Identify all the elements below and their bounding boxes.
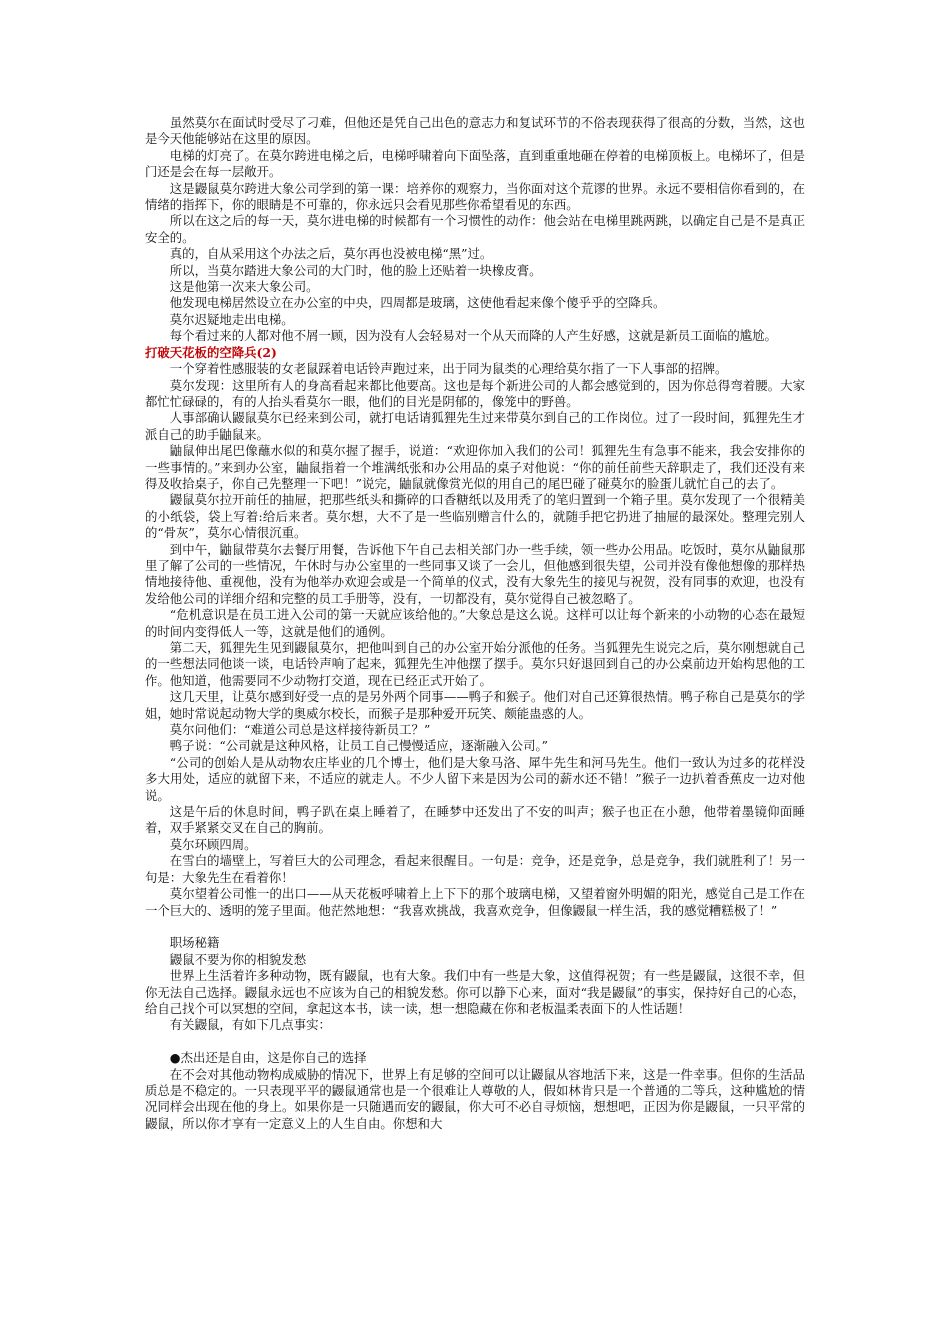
paragraph: 在雪白的墙壁上，写着巨大的公司理念，看起来很醒目。一句是：竞争，还是竞争，总是竞争，我们就胜利了！另一句是：大象先生在看着你！	[145, 853, 805, 885]
paragraph: 电梯的灯亮了。在莫尔跨进电梯之后，电梯呼啸着向下面坠落，直到重重地砸在停着的电梯顶板上。电梯坏了，但是门还是会在每一层敞开。	[145, 147, 805, 180]
section-3	[145, 935, 805, 1132]
paragraph: 所以，当莫尔踏进大象公司的大门时，他的脸上还贴着一块橡皮膏。	[169, 262, 542, 278]
paragraph: 这几天里，让莫尔感到好受一点的是另外两个同事——鸭子和猴子。他们对自己还算很热情。鸭子称自己是莫尔的学姐，她时常说起动物大学的奥威尔校长，而猴子是那种爱开玩笑、颇能蛊惑的人。	[145, 689, 805, 721]
paragraph: “公司的创始人是从动物农庄毕业的几个博士，他们是大象马洛、犀牛先生和河马先生。他们一致认为过多的花样没多大用处，适应的就留下来，不适应的就走人。不少人留下来是因为公司的薪水还不错！”猴子一边扒着香蕉皮一边对他说。	[145, 754, 805, 803]
paragraph: 莫尔望着公司惟一的出口——从天花板呼啸着上上下下的那个玻璃电梯，又望着窗外明媚的阳光，感觉自己是工作在一个巨大的、透明的笼子里面。他茫然地想：“我喜欢挑战，我喜欢竞争，但像鼹鼠一样生活，我的感觉糟糕极了！”	[145, 886, 805, 918]
section-1	[145, 115, 805, 345]
paragraph: 莫尔迟疑地走出电梯。	[169, 311, 294, 327]
paragraph: 真的，自从采用这个办法之后，莫尔再也没被电梯“黑”过。	[169, 246, 493, 262]
paragraph: 这是午后的休息时间，鸭子趴在桌上睡着了，在睡梦中还发出了不安的叫声；猴子也正在小憩，他带着墨镜仰面睡着，双手紧紧交叉在自己的胸前。	[145, 804, 805, 836]
paragraph: 这是他第一次来大象公司。	[169, 279, 319, 295]
paragraph: 第二天，狐狸先生见到鼹鼠莫尔，把他叫到自己的办公室开始分派他的任务。当狐狸先生说完之后，莫尔刚想就自己的一些想法同他谈一谈，电话铃声响了起来，狐狸先生冲他摆了摆手。莫尔只好退回到自己的办公桌前边开始构思他的工作。他知道，他需要同不少动物打交道，现在已经正式开始了。	[145, 640, 805, 688]
bullet-heading: ●杰出还是自由，这是你自己的选择	[169, 1050, 367, 1066]
paragraph: 所以在这之后的每一天，莫尔进电梯的时候都有一个习惯性的动作：他会站在电梯里跳两跳，以确定自己是不是真正安全的。	[145, 213, 805, 245]
paragraph: 他发现电梯居然设立在办公室的中央，四周都是玻璃，这使他看起来像个傻乎乎的空降兵。	[169, 295, 666, 311]
paragraph: 鼬鼠伸出尾巴像蘸水似的和莫尔握了握手，说道：“欢迎你加入我们的公司！狐狸先生有急事不能来，我会安排你的一些事情的。”来到办公室，鼬鼠指着一个堆满纸张和办公用品的桌子对他说：“你的前任前些天辞职走了，我们还没有来得及收拾桌子，你自己先整理一下吧！”说完，鼬鼠就像赏光似的用自己的尾巴碰了碰莫尔的脸蛋儿就忙自己的去了。	[145, 443, 805, 491]
paragraph: 莫尔环顾四周。	[169, 836, 257, 852]
paragraph: 一个穿着性感服装的女老鼠踩着电话铃声跑过来，出于同为鼠类的心理给莫尔指了一下人事部的招牌。	[169, 361, 728, 377]
paragraph: 虽然莫尔在面试时受尽了刁难，但他还是凭自己出色的意志力和复试环节的不俗表现获得了很高的分数，当然，这也是今天他能够站在这里的原因。	[145, 115, 805, 147]
paragraph: 在不会对其他动物构成威胁的情况下，世界上有足够的空间可以让鼹鼠从容地活下来，这是一件幸事。但你的生活品质总是不稳定的。一只表现平平的鼹鼠通常也是一个很难让人尊敬的人，假如林肯只是一个普通的二等兵，这种尴尬的情况同样会出现在他的身上。如果你是一只随遇而安的鼹鼠，你大可不必自寻烦恼，想想吧，正因为你是鼹鼠，一只平常的鼹鼠，所以你才享有一定意义上的人生自由。你想和大	[145, 1066, 805, 1131]
chapter-heading: 打破天花板的空降兵(2)	[145, 344, 277, 360]
document-page	[145, 115, 805, 1132]
paragraph: 人事部确认鼹鼠莫尔已经来到公司，就打电话请狐狸先生过来带莫尔到自己的工作岗位。过了一段时间，狐狸先生才派自己的助手鼬鼠来。	[145, 410, 805, 442]
paragraph: 莫尔发现：这里所有人的身高看起来都比他要高。这也是每个新进公司的人都会感觉到的，因为你总得弯着腰。大家都忙忙碌碌的，有的人抬头看莫尔一眼，他们的目光是阴郁的，像笼中的野兽。	[145, 377, 805, 409]
paragraph: “危机意识是在员工进入公司的第一天就应该给他的。”大象总是这么说。这样可以让每个新来的小动物的心态在最短的时间内变得低人一等，这就是他们的通例。	[145, 607, 805, 639]
paragraph: 莫尔问他们：“难道公司总是这样接待新员工？”	[169, 722, 431, 738]
paragraph: 每个看过来的人都对他不屑一顾，因为没有人会轻易对一个从天而降的人产生好感，这就是新员工面临的尴尬。	[169, 328, 777, 344]
paragraph: 鸭子说：“公司就是这种风格，让员工自己慢慢适应，逐渐融入公司。”	[169, 738, 548, 754]
section-2	[145, 361, 805, 919]
paragraph: 到中午，鼬鼠带莫尔去餐厅用餐，告诉他下午自己去相关部门办一些手续，领一些办公用品。吃饭时，莫尔从鼬鼠那里了解了公司的一些情况，午休时与办公室里的一些同事又谈了一会儿，但他感到很失望，公司并没有像他想像的那样热情地接待他、重视他，没有为他举办欢迎会或是一个简单的仪式，没有大象先生的接见与祝贺，没有同事的欢迎，也没有发给他公司的详细介绍和完整的员工手册等，没有，一切都没有，莫尔觉得自己被忽略了。	[145, 541, 805, 606]
blank-line	[145, 1034, 805, 1050]
blank-line	[145, 919, 805, 935]
section-title: 职场秘籍	[169, 935, 220, 951]
paragraph: 世界上生活着许多种动物，既有鼹鼠，也有大象。我们中有一些是大象，这值得祝贺；有一些是鼹鼠，这很不幸，但你无法自己选择。鼹鼠永远也不应该为自己的相貌发愁。你可以静下心来，面对“我是鼹鼠”的事实，保持好自己的心态，给自己找个可以冥想的空间，拿起这本书，读一读，想一想隐藏在你和老板温柔表面下的人性话题！	[145, 968, 805, 1016]
paragraph: 有关鼹鼠，有如下几点事实：	[169, 1017, 331, 1033]
paragraph: 这是鼹鼠莫尔跨进大象公司学到的第一课：培养你的观察力，当你面对这个荒谬的世界。永远不要相信你看到的，在情绪的指挥下，你的眼睛是不可靠的，你永远只会看见那些你希望看见的东西。	[145, 180, 805, 213]
section-subtitle: 鼹鼠不要为你的相貌发愁	[169, 951, 307, 967]
paragraph: 鼹鼠莫尔拉开前任的抽屉，把那些纸头和撕碎的口香糖纸以及用秃了的笔归置到一个箱子里。莫尔发现了一个很精美的小纸袋，袋上写着:给后来者。莫尔想，大不了是一些临别赠言什么的，就随手把它扔进了抽屉的最深处。整理完别人的“骨灰”，莫尔心情很沉重。	[145, 492, 805, 541]
